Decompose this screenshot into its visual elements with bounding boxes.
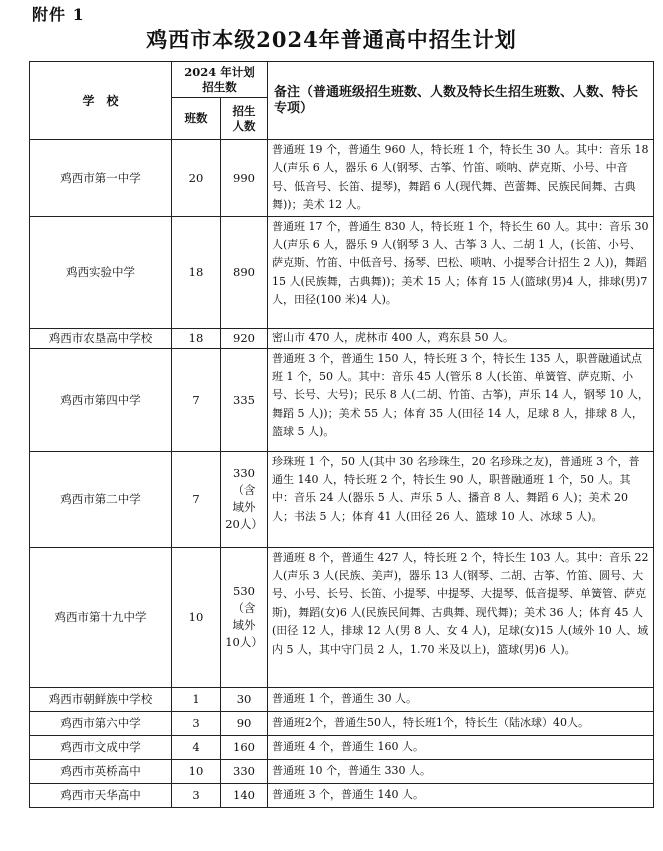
table-row	[30, 547, 654, 687]
class-count: 7	[172, 348, 221, 451]
student-count: 990	[221, 140, 268, 217]
student-count: 335	[221, 348, 268, 451]
student-count: 890	[221, 216, 268, 328]
remark: 普通班 8 个，普通生 427 人，特长班 2 个，特长生 103 人。其中：音乐 22 人(声乐 3 人(民族、美声)，器乐 13 人(钢琴、二胡、古筝、竹笛、圆号、大号、小号、长号、长笛、小提琴、中提琴、大提琴、低音提琴、单簧管、萨克斯)，舞蹈(女)6 人(民族民间舞、古典舞、现代舞)；美术 36 人；体育 45 人(田径 12 人，排球 12 人(男 8 人、女 4 人)，足球(女)15 人(域外 10 人、域内 5 人，其中守门员 2 人，1.70 米及以上)，篮球(男)6 人)。	[268, 547, 654, 687]
class-count: 1	[172, 687, 221, 711]
class-count: 18	[172, 216, 221, 328]
table-row	[30, 759, 654, 783]
class-count: 20	[172, 140, 221, 217]
school-name: 鸡西市第六中学	[30, 711, 172, 735]
table-row	[30, 451, 654, 547]
table-row	[30, 140, 654, 217]
header-plan: 2024 年计划 招生数	[172, 62, 268, 98]
school-name: 鸡西市第一中学	[30, 140, 172, 217]
student-count: 330 （含 域外 20人）	[221, 451, 268, 547]
table-row	[30, 328, 654, 348]
school-name: 鸡西市朝鲜族中学校	[30, 687, 172, 711]
class-count: 10	[172, 547, 221, 687]
student-count: 90	[221, 711, 268, 735]
enrollment-table	[29, 61, 654, 808]
header-row-top	[30, 62, 654, 98]
class-count: 4	[172, 735, 221, 759]
remark: 普通班 19 个，普通生 960 人，特长班 1 个，特长生 30 人。其中：音乐 18 人(声乐 6 人，器乐 6 人(钢琴、古筝、竹笛、唢呐、萨克斯、小号、中音号、低音号、长笛、提琴)，舞蹈 6 人(现代舞、芭蕾舞、民族民间舞、古典舞))；美术 12 人。	[268, 140, 654, 217]
header-note: 备注（普通班级招生班数、人数及特长生招生班数、人数、特长专项）	[268, 62, 654, 140]
table-row	[30, 711, 654, 735]
school-name: 鸡西市第十九中学	[30, 547, 172, 687]
student-count: 160	[221, 735, 268, 759]
school-name: 鸡西市第四中学	[30, 348, 172, 451]
class-count: 7	[172, 451, 221, 547]
remark: 普通班2个，普通生50人，特长班1个，特长生（陆冰球）40人。	[268, 711, 654, 735]
table-row	[30, 348, 654, 451]
attachment-label: 附件 1	[32, 5, 85, 24]
school-name: 鸡西市英桥高中	[30, 759, 172, 783]
remark: 普通班 3 个，普通生 140 人。	[268, 783, 654, 807]
class-count: 3	[172, 783, 221, 807]
remark: 普通班 1 个，普通生 30 人。	[268, 687, 654, 711]
student-count: 530 （含 域外 10人）	[221, 547, 268, 687]
school-name: 鸡西市文成中学	[30, 735, 172, 759]
page-title: 鸡西市本级2024年普通高中招生计划	[146, 27, 517, 52]
remark: 普通班 10 个，普通生 330 人。	[268, 759, 654, 783]
school-name: 鸡西实验中学	[30, 216, 172, 328]
remark: 普通班 4 个，普通生 160 人。	[268, 735, 654, 759]
table-row	[30, 735, 654, 759]
remark: 普通班 17 个，普通生 830 人，特长班 1 个，特长生 60 人。其中：音乐 30 人(声乐 6 人，器乐 9 人(钢琴 3 人、古筝 3 人、二胡 1 人，(长笛、小号、萨克斯、竹笛、中低音号、扬琴、巴松、唢呐、小提琴合计招生 2 人))，舞蹈 15 人(民族舞，古典舞))；美术 15 人；体育 15 人(篮球(男)4 人，排球(男)7 人，田径(100 米)4 人)。	[268, 216, 654, 328]
student-count: 920	[221, 328, 268, 348]
table-row	[30, 783, 654, 807]
remark: 普通班 3 个，普通生 150 人，特长班 3 个，特长生 135 人，职普融通试点班 1 个，50 人。其中：音乐 45 人(管乐 8 人(长笛、单簧管、萨克斯、小号、长号、大号)；民乐 8 人(二胡、竹笛、古筝)，声乐 14 人，钢琴 10 人，舞蹈 5 人))；美术 55 人；体育 35 人(田径 14 人，足球 8 人，排球 8 人，篮球 5 人)。	[268, 348, 654, 451]
class-count: 10	[172, 759, 221, 783]
student-count: 30	[221, 687, 268, 711]
header-classes: 班数	[172, 98, 221, 140]
remark: 珍珠班 1 个，50 人(其中 30 名珍珠生，20 名珍珠之友)，普通班 3 个，普通生 140 人，特长班 2 个，特长生 90 人，职普融通班 1 个，50 人。其中：音乐 24 人(器乐 5 人、声乐 5 人、播音 8 人、舞蹈 6 人)；美术 20 人；书法 5 人；体育 41 人(田径 26 人、篮球 10 人、冰球 5 人)。	[268, 451, 654, 547]
school-name: 鸡西市第二中学	[30, 451, 172, 547]
class-count: 3	[172, 711, 221, 735]
header-school: 学 校	[30, 62, 172, 140]
school-name: 鸡西市农垦高中学校	[30, 328, 172, 348]
class-count: 18	[172, 328, 221, 348]
student-count: 330	[221, 759, 268, 783]
table-row	[30, 687, 654, 711]
remark: 密山市 470 人，虎林市 400 人，鸡东县 50 人。	[268, 328, 654, 348]
header-students: 招生 人数	[221, 98, 268, 140]
student-count: 140	[221, 783, 268, 807]
school-name: 鸡西市天华高中	[30, 783, 172, 807]
table-row	[30, 216, 654, 328]
